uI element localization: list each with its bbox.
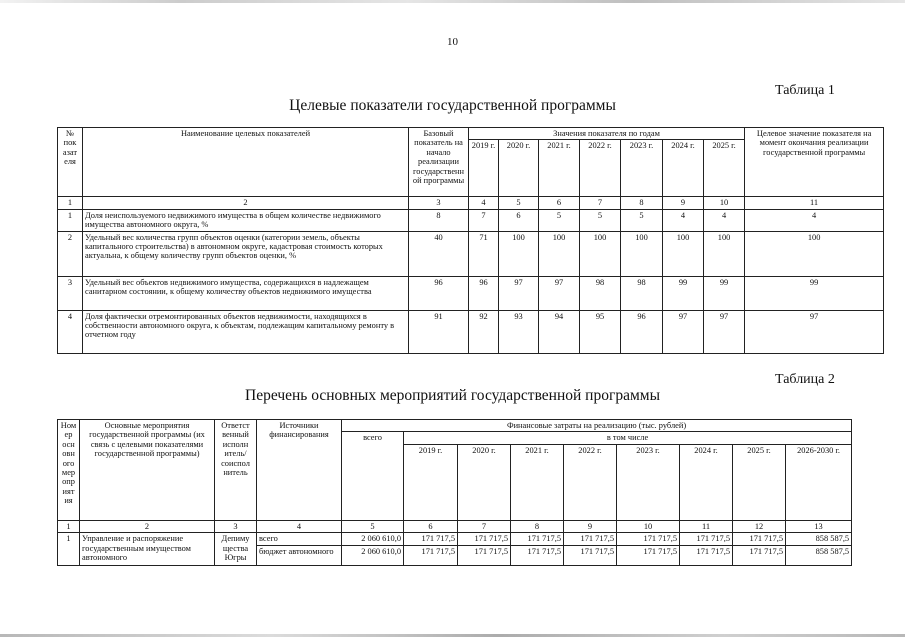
header-year: 2019 г.: [404, 444, 458, 520]
row-year-value: 98: [621, 276, 663, 310]
row-year-value: 7: [469, 209, 499, 231]
row-year-value: 100: [621, 231, 663, 276]
column-number: 8: [511, 520, 564, 532]
row-year-value: 171 717,5: [511, 533, 564, 545]
header-year: 2024 г.: [663, 140, 704, 197]
column-number: 4: [469, 197, 499, 209]
column-number: 6: [539, 197, 580, 209]
row-executor: Депиму щества Югры: [215, 533, 257, 565]
row-year-value: 4: [704, 209, 745, 231]
header-year: 2021 г.: [539, 140, 580, 197]
row-year-value: 100: [580, 231, 621, 276]
row-year-value: 94: [539, 310, 580, 353]
row-year-value: 95: [580, 310, 621, 353]
row-year-value: 98: [580, 276, 621, 310]
column-number: 3: [409, 197, 469, 209]
table-row: [58, 209, 884, 231]
column-number: 9: [663, 197, 704, 209]
row-year-value: 171 717,5: [564, 533, 617, 545]
row-year-value: 171 717,5: [733, 533, 786, 545]
header-year: 2023 г.: [621, 140, 663, 197]
column-number: 13: [786, 520, 852, 532]
column-number: 7: [580, 197, 621, 209]
column-number: 10: [704, 197, 745, 209]
row-num: 1: [58, 209, 83, 231]
row-indicator-name: Удельный вес объектов недвижимого имущества, содержащихся в надлежащем санитарном состоянии, к общему количеству объектов недвижимого имущества: [83, 276, 409, 310]
column-number: 5: [342, 520, 404, 532]
row-year-value: 171 717,5: [404, 533, 458, 545]
header-year: 2023 г.: [617, 444, 680, 520]
row-year-value: 97: [704, 310, 745, 353]
column-numbers-row: [58, 520, 852, 532]
header-including: в том числе: [404, 432, 852, 444]
row-year-value: 171 717,5: [680, 545, 733, 565]
row-num: 2: [58, 231, 83, 276]
table-row: [58, 231, 884, 276]
table-row: [58, 276, 884, 310]
header-num: Ном ер осн овн ого мер опр ият ия: [58, 420, 80, 521]
table1-title: Целевые показатели государственной программы: [289, 97, 616, 114]
row-source: всего: [257, 533, 342, 545]
row-base-value: 8: [409, 209, 469, 231]
column-number: 5: [499, 197, 539, 209]
scan-edge-bottom: [0, 634, 905, 637]
row-base-value: 96: [409, 276, 469, 310]
row-year-value: 171 717,5: [564, 545, 617, 565]
row-year-value: 92: [469, 310, 499, 353]
row-year-value: 5: [621, 209, 663, 231]
row-year-value: 171 717,5: [680, 533, 733, 545]
row-year-value: 171 717,5: [511, 545, 564, 565]
row-year-value: 100: [663, 231, 704, 276]
column-number: 2: [83, 197, 409, 209]
row-total: 2 060 610,0: [342, 533, 404, 545]
row-num: 3: [58, 276, 83, 310]
header-num: № пок азат еля: [58, 128, 83, 197]
header-row: [58, 420, 852, 432]
row-target-value: 100: [745, 231, 884, 276]
column-number: 9: [564, 520, 617, 532]
header-year: 2026-2030 г.: [786, 444, 852, 520]
header-executor: Ответст венный исполн итель/ соиспол нитель: [215, 420, 257, 521]
column-number: 1: [58, 197, 83, 209]
row-year-value: 171 717,5: [458, 533, 511, 545]
row-indicator-name: Удельный вес количества групп объектов оценки (категории земель, объекты капитального строительства) в автономном округе, кадастровая стоимость которых актуальна, к общему количеству групп объектов оценки, %: [83, 231, 409, 276]
table-row: [58, 310, 884, 353]
row-year-value: 97: [663, 310, 704, 353]
header-row: [58, 128, 884, 140]
column-number: 1: [58, 520, 80, 532]
row-target-value: 4: [745, 209, 884, 231]
header-indicator-name: Наименование целевых показателей: [83, 128, 409, 197]
row-target-value: 99: [745, 276, 884, 310]
row-base-value: 40: [409, 231, 469, 276]
header-year: 2022 г.: [564, 444, 617, 520]
row-year-value: 171 717,5: [458, 545, 511, 565]
header-year: 2019 г.: [469, 140, 499, 197]
row-year-value: 5: [539, 209, 580, 231]
row-num: 1: [58, 533, 80, 565]
row-year-value: 96: [469, 276, 499, 310]
row-year-value: 171 717,5: [617, 533, 680, 545]
row-year-value: 100: [704, 231, 745, 276]
row-year-value: 100: [539, 231, 580, 276]
header-year: 2025 г.: [733, 444, 786, 520]
table1-label: Таблица 1: [775, 83, 835, 98]
row-year-value: 858 587,5: [786, 545, 852, 565]
row-year-value: 97: [499, 276, 539, 310]
header-year: 2020 г.: [458, 444, 511, 520]
column-number: 2: [80, 520, 215, 532]
column-number: 11: [680, 520, 733, 532]
row-year-value: 858 587,5: [786, 533, 852, 545]
row-activity: Управление и распоряжение государственным имуществом автономного: [80, 533, 215, 565]
page-number: 10: [447, 36, 458, 48]
column-number: 3: [215, 520, 257, 532]
row-year-value: 100: [499, 231, 539, 276]
row-total: 2 060 610,0: [342, 545, 404, 565]
row-source: бюджет автономного: [257, 545, 342, 565]
header-costs-group: Финансовые затраты на реализацию (тыс. рублей): [342, 420, 852, 432]
header-year: 2021 г.: [511, 444, 564, 520]
header-year: 2025 г.: [704, 140, 745, 197]
row-indicator-name: Доля фактически отремонтированных объектов недвижимости, находящихся в собственности автономного округа, к объектам, подлежащим капитальному ремонту в отчетном году: [83, 310, 409, 353]
header-activity: Основные мероприятия государственной программы (их связь с целевыми показателями государственной программы): [80, 420, 215, 521]
column-number: 8: [621, 197, 663, 209]
activities-table: [57, 419, 852, 566]
header-target-value: Целевое значение показателя на момент окончания реализации государственной программы: [745, 128, 884, 197]
table-row: [58, 533, 852, 545]
row-year-value: 93: [499, 310, 539, 353]
row-year-value: 99: [704, 276, 745, 310]
header-base-value: Базовый показатель на начало реализации государственн ой программы: [409, 128, 469, 197]
column-numbers-row: [58, 197, 884, 209]
column-number: 4: [257, 520, 342, 532]
column-number: 12: [733, 520, 786, 532]
table2-label: Таблица 2: [775, 372, 835, 387]
header-sources: Источники финансирования: [257, 420, 342, 521]
table2-title: Перечень основных мероприятий государственной программы: [245, 387, 660, 404]
column-number: 7: [458, 520, 511, 532]
row-year-value: 5: [580, 209, 621, 231]
row-indicator-name: Доля неиспользуемого недвижимого имущества в общем количестве недвижимого имущества автономного округа, %: [83, 209, 409, 231]
header-years-group: Значения показателя по годам: [469, 128, 745, 140]
column-number: 11: [745, 197, 884, 209]
row-year-value: 96: [621, 310, 663, 353]
row-year-value: 99: [663, 276, 704, 310]
header-total: всего: [342, 432, 404, 520]
row-year-value: 171 717,5: [617, 545, 680, 565]
row-year-value: 171 717,5: [404, 545, 458, 565]
row-year-value: 4: [663, 209, 704, 231]
row-year-value: 6: [499, 209, 539, 231]
row-target-value: 97: [745, 310, 884, 353]
header-year: 2020 г.: [499, 140, 539, 197]
row-num: 4: [58, 310, 83, 353]
row-year-value: 171 717,5: [733, 545, 786, 565]
column-number: 6: [404, 520, 458, 532]
row-year-value: 97: [539, 276, 580, 310]
header-year: 2024 г.: [680, 444, 733, 520]
row-base-value: 91: [409, 310, 469, 353]
header-year: 2022 г.: [580, 140, 621, 197]
column-number: 10: [617, 520, 680, 532]
row-year-value: 71: [469, 231, 499, 276]
scan-edge-top: [0, 0, 905, 3]
targets-table: [57, 127, 884, 354]
